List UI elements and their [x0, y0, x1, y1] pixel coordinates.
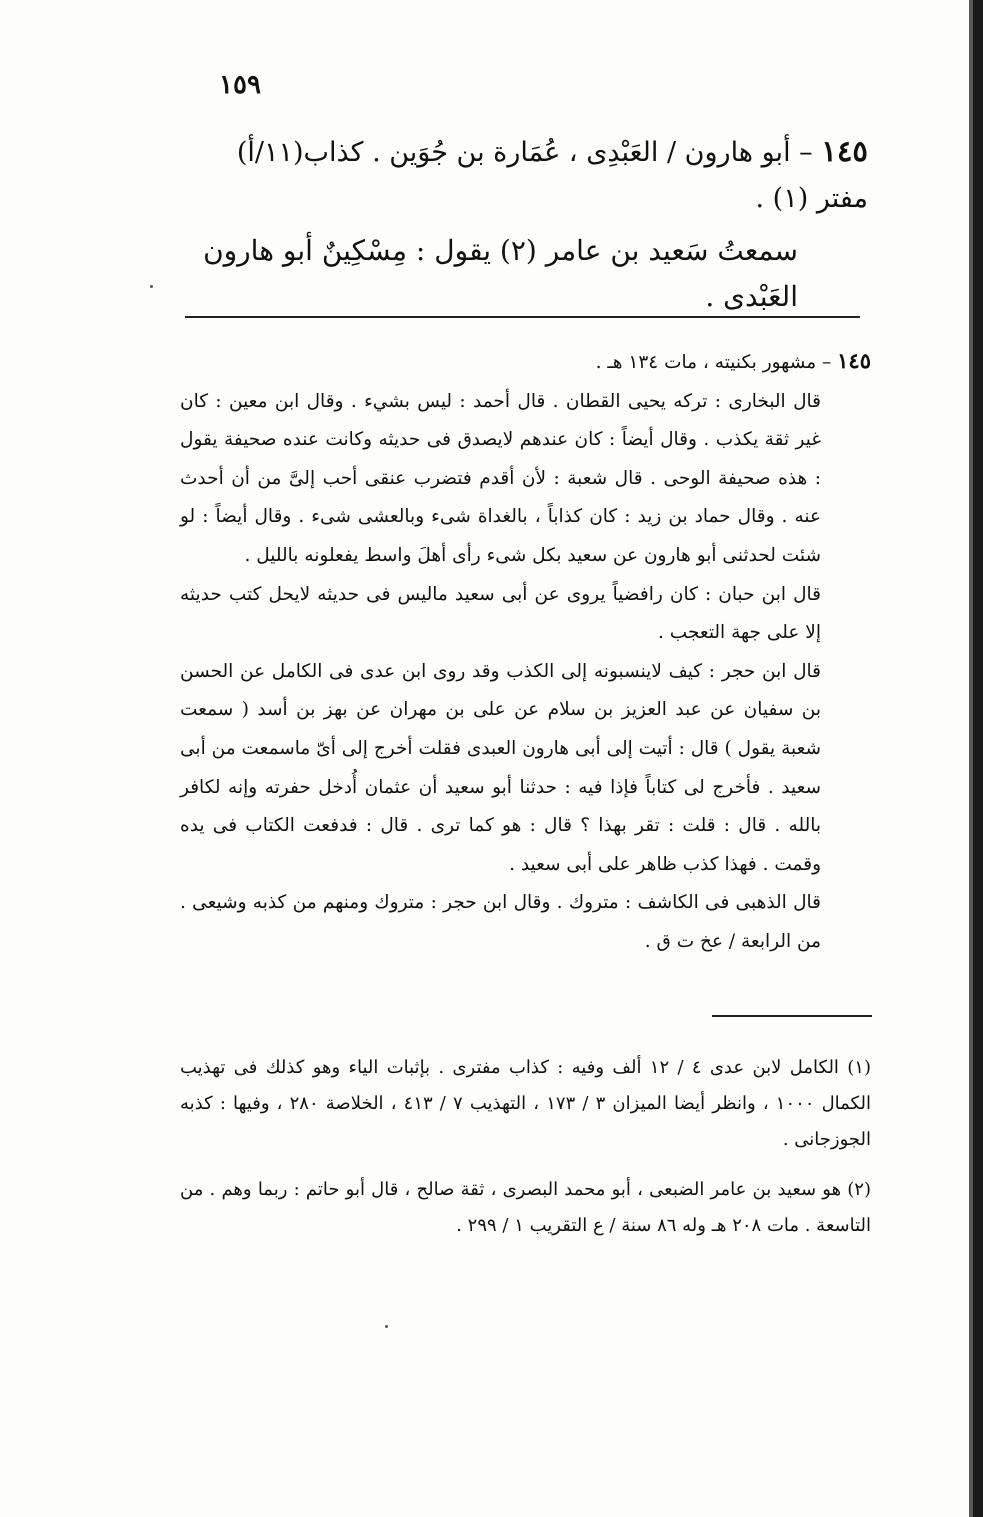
footnote-1: (١) الكامل لابن عدى ٤ / ١٢ ألف وفيه : كذاب مفترى . بإثبات الياء وهو كذلك فى تهذيب الكمال ١٠٠٠ ، وانظر أيضا الميزان ٣ / ١٧٣ ، التهذيب ٧ / ٤١٣ ، الخلاصة ٢٨٠ ، وفيها : كذبه الجوزجانى . [180, 1057, 871, 1150]
commentary-paragraph: قال ابن حبان : كان رافضياً يروى عن أبى سعيد ماليس فى حديثه لايحل كتب حديثه إلا على جهة التعجب . [180, 583, 821, 644]
commentary-paragraph: قال ابن حجر : كيف لاينسبونه إلى الكذب وقد روى ابن عدى فى الكامل عن الحسن بن سفيان عن عبد العزيز بن سلام عن على بن مهران عن بهز بن أسد ( سمعت شعبة يقول ) قال : أتيت إلى أبى هارون العبدى فقلت أخرج إلى أىّ ماسمعت من أبى سعيد . فأخرج لى كتاباً فإذا فيه : حدثنا أبو سعيد أن عثمان أُدخل حفرته وإنه لكافر بالله . قال : قلت : تقر بهذا ؟ قال : هو كما ترى . قال : فدفعت الكتاب فى يده وقمت . فهذا كذب ظاهر على أبى سعيد . [180, 660, 821, 875]
entry-line-1-text: – أبو هارون / العَبْدِى ، عُمَارة بن جُوَين . كذاب(١١/أ) [236, 137, 813, 168]
scan-speck [385, 1325, 388, 1328]
page-number: ١٥٩ [219, 70, 261, 100]
entry-line-3: سمعتُ سَعيد بن عامر (٢) يقول : مِسْكِينٌ أبو هارون العَبْدى . [203, 234, 798, 313]
commentary [180, 342, 871, 962]
footnote-2: (٢) هو سعيد بن عامر الضبعى ، أبو محمد البصرى ، ثقة صالح ، قال أبو حاتم : ربما وهم . من التاسعة . مات ٢٠٨ هـ وله ٨٦ سنة / ع التقريب ١ / ٢٩٩ . [180, 1179, 871, 1236]
page-edge [973, 0, 983, 1517]
entry-line-1 [140, 128, 868, 176]
commentary-paragraph: قال البخارى : تركه يحيى القطان . قال أحمد : ليس بشيء . وقال ابن معين : كان غير ثقة يكذب . وقال أيضاً : كان عندهم لايصدق فى حديثه وكانت عنده صحيفة يقول : هذه صحيفة الوحى . قال شعبة : لأن أقدم فتضرب عنقى أحب إلىَّ من أن أحدث عنه . وقال حماد بن زيد : كان كذاباً ، بالغداة شىء وبالعشى شىء . وقال أيضاً : لو شئت لحدثنى أبو هارون عن سعيد بكل شىء رأى أهلَ واسط يفعلونه بالليل . [180, 390, 821, 566]
separator-rule [185, 316, 860, 318]
footnotes [180, 1050, 871, 1244]
commentary-first-line [180, 342, 871, 383]
commentary-first-line-text: – مشهور بكنيته ، مات ١٣٤ هـ . [595, 352, 832, 373]
entry-line-2: مفتر (١) . [755, 183, 868, 214]
commentary-paragraph: قال الذهبى فى الكاشف : متروك . وقال ابن حجر : متروك ومنهم من كذبه وشيعى . من الرابعة / عخ ت ق . [180, 892, 821, 952]
main-entry [140, 128, 868, 320]
entry-number: ١٤٥ [821, 134, 868, 168]
footnote-rule [712, 1015, 872, 1017]
scan-speck [150, 285, 153, 288]
commentary-number: ١٤٥ [837, 348, 871, 373]
